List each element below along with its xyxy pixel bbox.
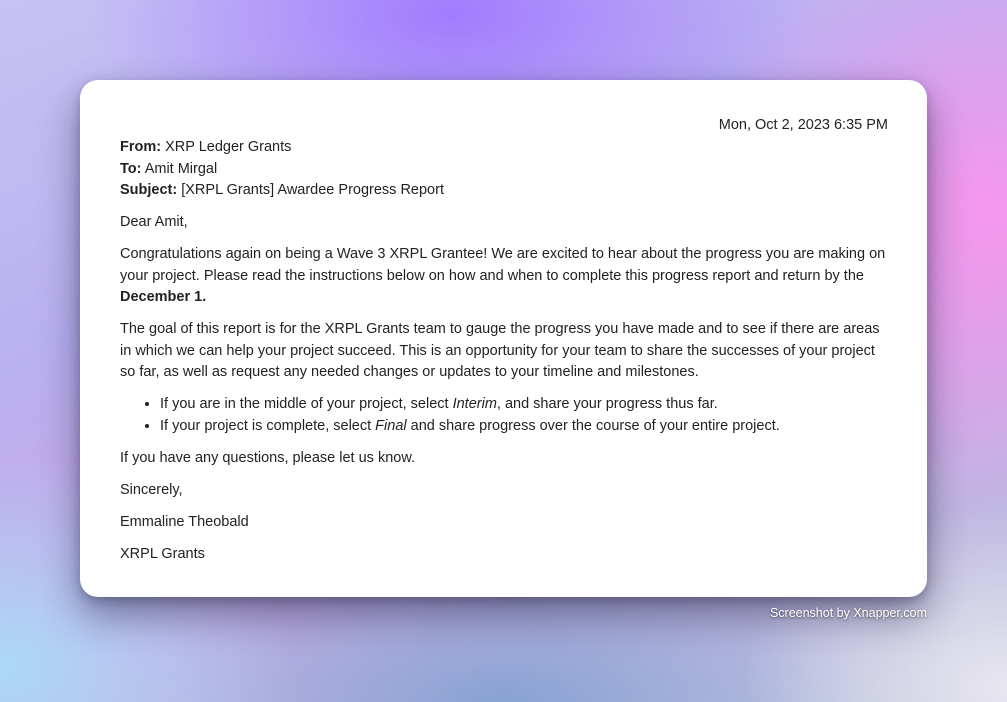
final-option-text: Final bbox=[375, 417, 407, 434]
deadline-text: December 1. bbox=[120, 289, 207, 305]
from-value: XRP Ledger Grants bbox=[165, 139, 292, 155]
greeting: Dear Amit, bbox=[120, 214, 188, 230]
to-label: To: bbox=[120, 160, 142, 177]
list-item-text: and share progress over the course of your entire project. bbox=[406, 417, 780, 434]
subject-label: Subject: bbox=[120, 182, 178, 198]
list-item bbox=[160, 416, 890, 438]
list-item-text: If your project is complete, select bbox=[160, 417, 376, 434]
paragraph-intro bbox=[120, 244, 890, 309]
to-line bbox=[120, 159, 890, 181]
paragraph-goal: The goal of this report is for the XRPL Grants team to gauge the progress you have made and to see if there are areas in which we can help your project succeed. This is an opportunity for your team to share the successes of your project so far, as well as request any needed changes or updates to your timeline and milestones. bbox=[120, 321, 880, 380]
subject-value: [XRPL Grants] Awardee Progress Report bbox=[181, 182, 444, 198]
paragraph-intro-text: Congratulations again on being a Wave 3 XRPL Grantee! We are excited to hear about the progress you are making on your project. Please read the instructions below on how and when to complete this progress report and return by the bbox=[120, 246, 886, 284]
email-card bbox=[80, 80, 927, 597]
signer-org: XRPL Grants bbox=[120, 545, 205, 562]
from-label: From: bbox=[120, 139, 162, 155]
list-item-text: If you are in the middle of your project, select bbox=[160, 396, 453, 412]
instructions-list bbox=[120, 394, 890, 437]
list-item bbox=[160, 394, 890, 416]
to-value: Amit Mirgal bbox=[144, 160, 218, 177]
from-line bbox=[120, 137, 890, 159]
closing-line: Sincerely, bbox=[120, 481, 183, 498]
email-date: Mon, Oct 2, 2023 6:35 PM bbox=[718, 117, 888, 133]
interim-option-text: Interim bbox=[452, 396, 497, 412]
subject-line bbox=[120, 180, 890, 202]
email-body bbox=[120, 137, 890, 565]
signer-name: Emmaline Theobald bbox=[120, 513, 249, 530]
watermark: Screenshot by Xnapper.com bbox=[769, 606, 927, 620]
list-item-text: , and share your progress thus far. bbox=[496, 396, 718, 412]
questions-line: If you have any questions, please let us know. bbox=[120, 449, 416, 466]
